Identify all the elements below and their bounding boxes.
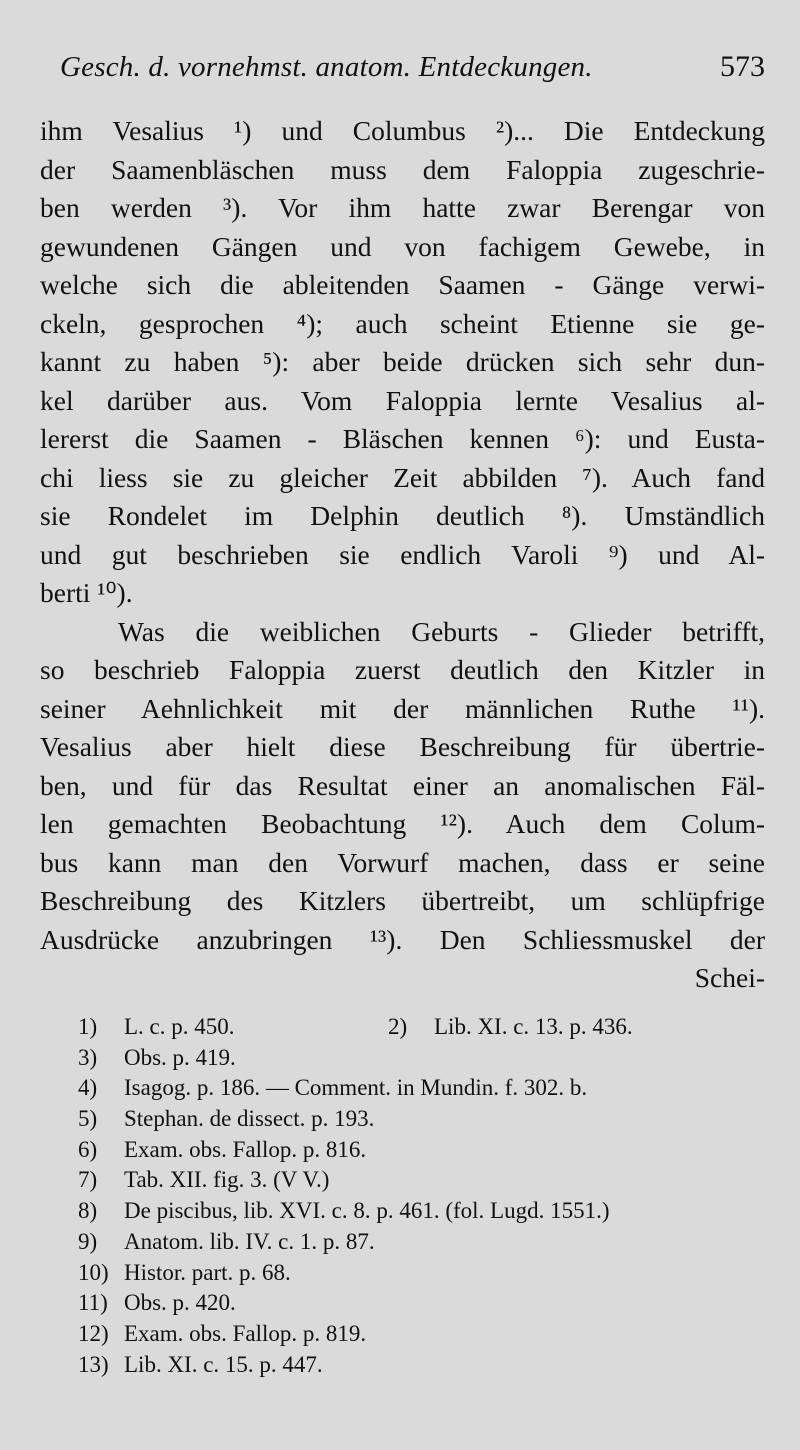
text-line: ben, und für das Resultat einer an anomalischen Fäl- bbox=[40, 769, 765, 801]
footnote-number: 8) bbox=[78, 1198, 98, 1224]
footnote bbox=[388, 1012, 633, 1043]
footnote-text: Obs. p. 419. bbox=[124, 1044, 236, 1070]
footnote bbox=[78, 1258, 768, 1289]
text-line: Ausdrücke anzubringen ¹³). Den Schliessmuskel der bbox=[40, 923, 765, 955]
text-line: Was die weiblichen Geburts - Glieder betrifft, bbox=[118, 615, 765, 647]
body-text bbox=[40, 112, 765, 998]
text-line: sie Rondelet im Delphin deutlich ⁸). Umständlich bbox=[40, 500, 765, 531]
footnote-text: De piscibus, lib. XVI. c. 8. p. 461. (fol. Lugd. 1551.) bbox=[124, 1198, 610, 1224]
footnote-text: Anatom. lib. IV. c. 1. p. 87. bbox=[124, 1228, 375, 1254]
text-line: kel darüber aus. Vom Faloppia lernte Vesalius al- bbox=[40, 384, 765, 416]
running-head-title: Gesch. d. vornehmst. anatom. Entdeckungen. bbox=[60, 51, 593, 83]
footnote bbox=[78, 1227, 768, 1258]
text-line: kannt zu haben ⁵): aber beide drücken sich sehr dun- bbox=[40, 346, 765, 377]
text-line: gewundenen Gängen und von fachigem Gewebe, in bbox=[40, 230, 765, 262]
text-line: ben werden ³). Vor ihm hatte zwar Berengar von bbox=[40, 192, 765, 223]
text-line: lererst die Saamen - Bläschen kennen ⁶): und Eusta- bbox=[40, 423, 765, 454]
footnote bbox=[78, 1165, 768, 1196]
footnote bbox=[78, 1104, 768, 1135]
text-line: Beschreibung des Kitzlers übertreibt, um schlüpfrige bbox=[40, 885, 765, 916]
footnote-text: Exam. obs. Fallop. p. 816. bbox=[124, 1136, 367, 1162]
footnote-text: Stephan. de dissect. p. 193. bbox=[124, 1106, 375, 1132]
footnote-text: Exam. obs. Fallop. p. 819. bbox=[124, 1320, 367, 1346]
footnote-number: 10) bbox=[78, 1259, 109, 1285]
text-line: ihm Vesalius ¹) und Columbus ²)... Die Entdeckung bbox=[40, 115, 765, 146]
text-line: ckeln, gesprochen ⁴); auch scheint Etienne sie ge- bbox=[40, 307, 765, 339]
footnote-number: 1) bbox=[78, 1014, 98, 1039]
footnote bbox=[78, 1012, 388, 1043]
footnote bbox=[78, 1319, 768, 1350]
footnote-number: 12) bbox=[78, 1320, 109, 1346]
footnote-number: 2) bbox=[388, 1014, 408, 1039]
footnote-row bbox=[78, 1012, 768, 1043]
text-line: seiner Aehnlichkeit mit der männlichen Ruthe ¹¹). bbox=[40, 692, 765, 724]
text-line: bus kann man den Vorwurf machen, dass er seine bbox=[40, 846, 765, 878]
running-head bbox=[60, 50, 765, 84]
footnote-text: Tab. XII. fig. 3. (V V.) bbox=[124, 1167, 330, 1193]
footnote bbox=[78, 1288, 768, 1319]
footnote-number: 6) bbox=[78, 1136, 98, 1162]
footnote bbox=[78, 1043, 768, 1074]
footnote-number: 7) bbox=[78, 1167, 98, 1193]
footnote-number: 13) bbox=[78, 1351, 109, 1377]
catchword: Schei- bbox=[694, 962, 765, 993]
footnote-text: Lib. XI. c. 15. p. 447. bbox=[124, 1351, 323, 1377]
text-line: chi liess sie zu gleicher Zeit abbilden ⁷). Auch fand bbox=[40, 461, 765, 493]
text-line: so beschrieb Faloppia zuerst deutlich den Kitzler in bbox=[40, 654, 765, 685]
footnote-number: 9) bbox=[78, 1228, 98, 1254]
footnote-text: L. c. p. 450. bbox=[124, 1014, 235, 1039]
text-line: welche sich die ableitenden Saamen - Gänge verwi- bbox=[40, 269, 765, 300]
footnote bbox=[78, 1135, 768, 1166]
footnote-text: Lib. XI. c. 13. p. 436. bbox=[434, 1014, 633, 1039]
footnote bbox=[78, 1073, 768, 1104]
text-line: len gemachten Beobachtung ¹²). Auch dem Colum- bbox=[40, 808, 765, 839]
text-line: berti ¹⁰). bbox=[40, 577, 133, 608]
footnote bbox=[78, 1196, 768, 1227]
footnote-number: 4) bbox=[78, 1075, 98, 1101]
footnotes bbox=[78, 1012, 768, 1380]
footnote-number: 3) bbox=[78, 1044, 98, 1070]
footnote-number: 11) bbox=[78, 1290, 108, 1316]
footnote-number: 5) bbox=[78, 1106, 98, 1132]
page-number: 573 bbox=[720, 50, 765, 83]
footnote-text: Histor. part. p. 68. bbox=[124, 1259, 291, 1285]
footnote-text: Obs. p. 420. bbox=[124, 1290, 236, 1316]
footnote bbox=[78, 1350, 768, 1381]
text-line: und gut beschrieben sie endlich Varoli ⁹) und Al- bbox=[40, 538, 765, 570]
text-line: Vesalius aber hielt diese Beschreibung für übertrie- bbox=[40, 731, 765, 762]
text-line: der Saamenbläschen muss dem Faloppia zugeschrie- bbox=[40, 153, 765, 185]
footnote-text: Isagog. p. 186. — Comment. in Mundin. f. 302. b. bbox=[124, 1075, 588, 1101]
